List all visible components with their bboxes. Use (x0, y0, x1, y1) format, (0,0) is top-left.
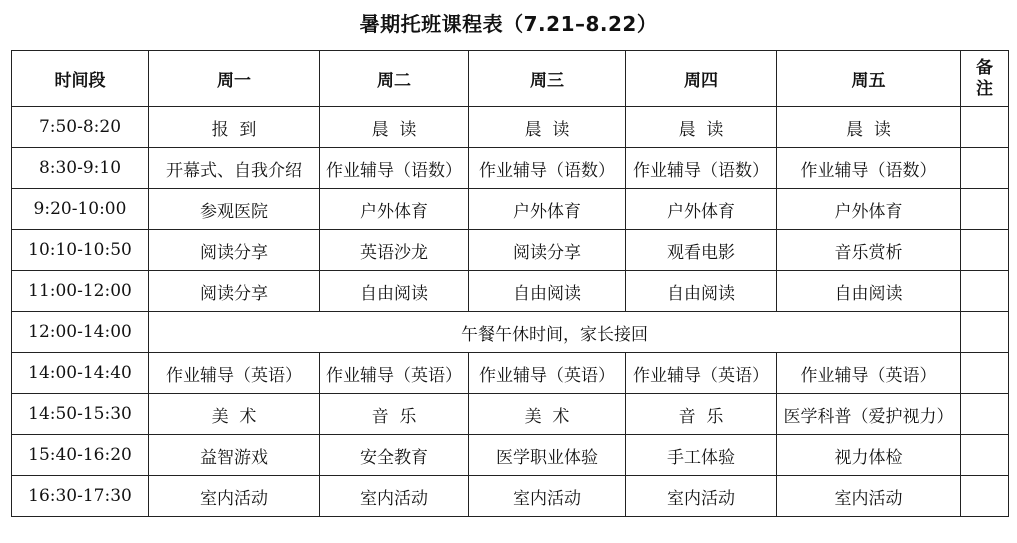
time-cell: 15:40-16:20 (12, 435, 149, 476)
table-row (12, 148, 1009, 189)
table-row (12, 107, 1009, 148)
table-cell: 晨 读 (469, 107, 626, 148)
table-cell: 益智游戏 (149, 435, 320, 476)
table-cell: 作业辅导（英语） (320, 353, 469, 394)
time-cell: 8:30-9:10 (12, 148, 149, 189)
table-cell: 开幕式、自我介绍 (149, 148, 320, 189)
header-thu: 周四 (626, 51, 777, 107)
table-cell: 自由阅读 (626, 271, 777, 312)
table-cell: 作业辅导（语数） (777, 148, 961, 189)
remark-cell (961, 148, 1009, 189)
remark-cell (961, 312, 1009, 353)
remark-cell (961, 189, 1009, 230)
table-cell: 手工体验 (626, 435, 777, 476)
table-row (12, 394, 1009, 435)
table-cell: 视力体检 (777, 435, 961, 476)
table-row (12, 189, 1009, 230)
time-cell: 16:30-17:30 (12, 476, 149, 517)
schedule-table (11, 50, 1009, 517)
table-row (12, 230, 1009, 271)
header-tue: 周二 (320, 51, 469, 107)
header-time: 时间段 (12, 51, 149, 107)
table-cell: 晨 读 (626, 107, 777, 148)
table-cell: 作业辅导（语数） (469, 148, 626, 189)
remark-cell (961, 476, 1009, 517)
time-cell: 9:20-10:00 (12, 189, 149, 230)
table-cell: 户外体育 (320, 189, 469, 230)
table-cell: 医学职业体验 (469, 435, 626, 476)
table-cell: 晨 读 (777, 107, 961, 148)
table-cell: 观看电影 (626, 230, 777, 271)
header-mon: 周一 (149, 51, 320, 107)
table-cell: 阅读分享 (149, 230, 320, 271)
table-cell: 作业辅导（英语） (149, 353, 320, 394)
remark-cell (961, 271, 1009, 312)
header-remark-line2: 注 (976, 78, 993, 99)
header-fri: 周五 (777, 51, 961, 107)
table-row (12, 353, 1009, 394)
time-cell: 12:00-14:00 (12, 312, 149, 353)
time-cell: 7:50-8:20 (12, 107, 149, 148)
time-cell: 11:00-12:00 (12, 271, 149, 312)
table-cell: 户外体育 (777, 189, 961, 230)
header-wed: 周三 (469, 51, 626, 107)
header-remark (961, 51, 1009, 107)
table-cell: 晨 读 (320, 107, 469, 148)
table-row (12, 271, 1009, 312)
table-cell: 参观医院 (149, 189, 320, 230)
table-cell: 自由阅读 (469, 271, 626, 312)
table-cell: 美 术 (469, 394, 626, 435)
remark-cell (961, 435, 1009, 476)
table-cell: 室内活动 (320, 476, 469, 517)
table-cell: 美 术 (149, 394, 320, 435)
remark-cell (961, 394, 1009, 435)
header-row (12, 51, 1009, 107)
table-cell: 阅读分享 (469, 230, 626, 271)
table-cell: 阅读分享 (149, 271, 320, 312)
table-cell: 户外体育 (469, 189, 626, 230)
table-cell: 作业辅导（语数） (320, 148, 469, 189)
table-row (12, 476, 1009, 517)
table-cell: 报 到 (149, 107, 320, 148)
remark-cell (961, 230, 1009, 271)
remark-cell (961, 353, 1009, 394)
table-cell: 室内活动 (469, 476, 626, 517)
table-cell: 室内活动 (777, 476, 961, 517)
table-cell: 音 乐 (320, 394, 469, 435)
table-row (12, 435, 1009, 476)
table-cell: 音 乐 (626, 394, 777, 435)
table-cell: 作业辅导（英语） (626, 353, 777, 394)
time-cell: 10:10-10:50 (12, 230, 149, 271)
lunch-break-cell: 午餐午休时间，家长接回 (149, 312, 961, 353)
header-remark-line1: 备 (976, 57, 993, 78)
table-cell: 音乐赏析 (777, 230, 961, 271)
table-cell: 室内活动 (626, 476, 777, 517)
time-cell: 14:00-14:40 (12, 353, 149, 394)
table-row (12, 312, 1009, 353)
time-cell: 14:50-15:30 (12, 394, 149, 435)
table-cell: 自由阅读 (777, 271, 961, 312)
table-cell: 作业辅导（英语） (469, 353, 626, 394)
table-cell: 户外体育 (626, 189, 777, 230)
table-cell: 室内活动 (149, 476, 320, 517)
remark-cell (961, 107, 1009, 148)
table-cell: 自由阅读 (320, 271, 469, 312)
page-title: 暑期托班课程表（7.21–8.22） (359, 12, 658, 36)
table-cell: 英语沙龙 (320, 230, 469, 271)
table-cell: 作业辅导（英语） (777, 353, 961, 394)
table-cell: 医学科普（爱护视力） (777, 394, 961, 435)
table-cell: 作业辅导（语数） (626, 148, 777, 189)
table-cell: 安全教育 (320, 435, 469, 476)
